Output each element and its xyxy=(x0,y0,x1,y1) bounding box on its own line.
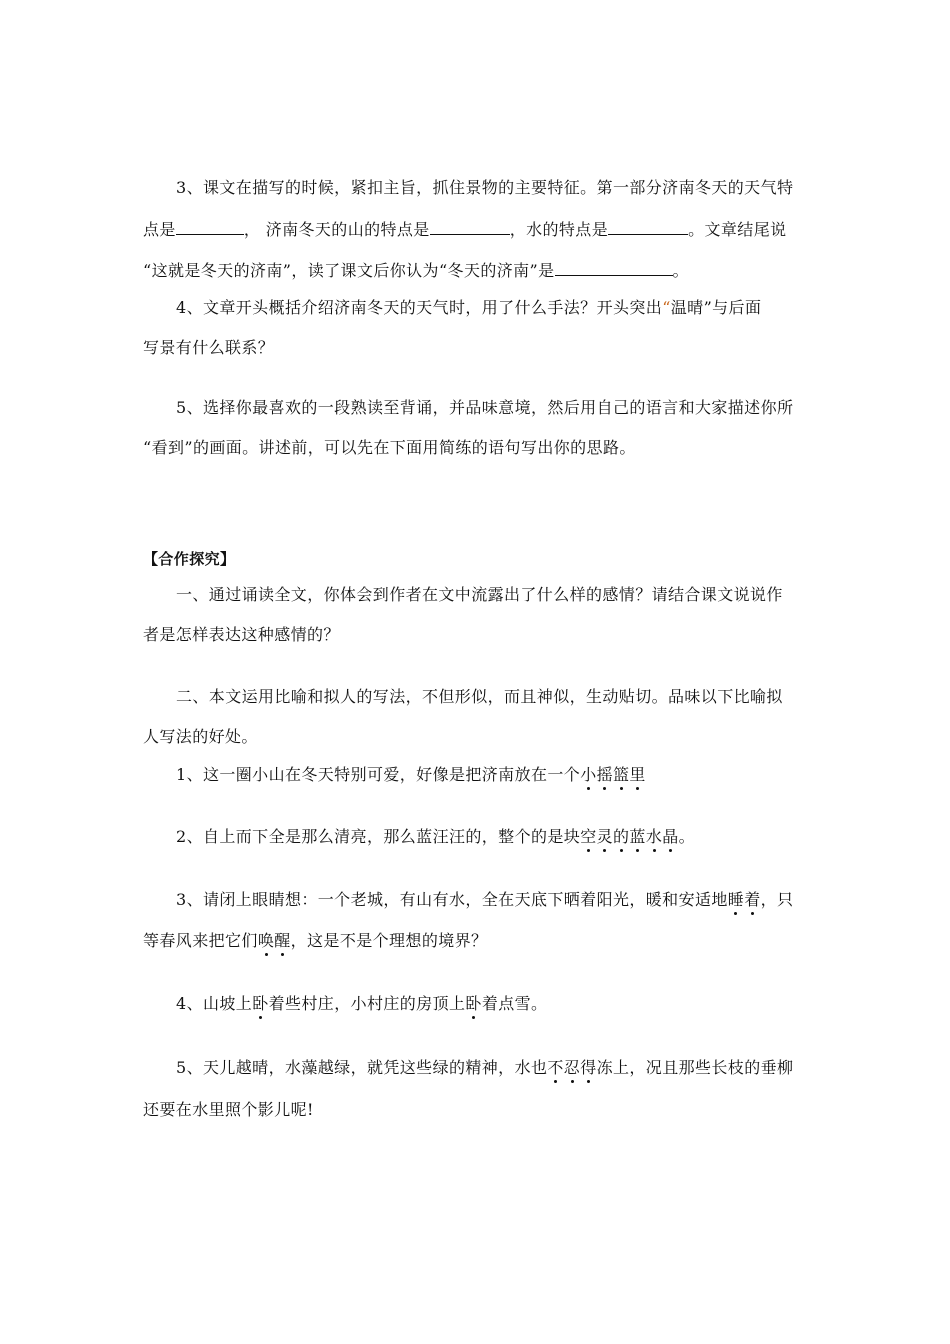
answer-blank-winter-jinan[interactable] xyxy=(555,259,673,276)
q5-line-1: 5、选择你最喜欢的一段熟读至背诵，并品味意境，然后用自己的语言和大家描述你所 xyxy=(176,398,794,417)
emphasis-char: 不 xyxy=(547,1058,564,1077)
emphasis-char: 的 xyxy=(613,827,630,846)
section-title: 【合作探究】 xyxy=(143,550,236,568)
p1-line-2: 者是怎样表达这种感情的？ xyxy=(143,625,340,644)
q3-line-2: 点是 ， 济南冬天的山的特点是 ，水的特点是 。文章结尾说 xyxy=(143,220,787,239)
answer-blank-water[interactable] xyxy=(608,218,688,235)
emphasis-char: 唤 xyxy=(257,931,275,950)
q3-line-3: “这就是冬天的济南”，读了课文后你认为“冬天的济南”是 。 xyxy=(143,261,689,280)
emphasis-char: 蓝 xyxy=(629,827,646,846)
quote-mark: “ xyxy=(662,298,671,317)
emphasis-char: 里 xyxy=(629,765,646,784)
emphasis-char: 睡 xyxy=(727,890,745,909)
emphasis-char: 晶 xyxy=(662,827,679,846)
p2-line-1: 二、本文运用比喻和拟人的写法，不但形似，而且神似，生动贴切。品味以下比喻拟 xyxy=(176,687,783,706)
q4-line-1: 4、文章开头概括介绍济南冬天的天气时，用了什么手法？开头突出“温晴”与后面 xyxy=(176,298,762,317)
emphasis-char: 醒 xyxy=(274,931,291,950)
emphasis-char: 篮 xyxy=(613,765,630,784)
p2-line-2: 人写法的好处。 xyxy=(143,727,258,746)
emphasis-char: 灵 xyxy=(596,827,613,846)
sentence-1: 1、这一圈小山在冬天特别可爱，好像是把济南放在一个小摇篮里 xyxy=(176,765,646,784)
q4-line-2: 写景有什么联系？ xyxy=(143,338,275,357)
emphasis-char: 水 xyxy=(645,827,663,846)
sentence-4: 4、山坡上卧着些村庄，小村庄的房顶上卧着点雪。 xyxy=(176,994,548,1013)
emphasis-char: 空 xyxy=(580,827,597,846)
sentence-3-line-2: 等春风来把它们唤醒，这是不是个理想的境界？ xyxy=(143,931,488,950)
emphasis-char: 着 xyxy=(744,890,761,909)
p1-line-1: 一、通过诵读全文，你体会到作者在文中流露出了什么样的感情？请结合课文说说作 xyxy=(176,585,783,604)
sentence-5-line-1: 5、天儿越晴，水藻越绿，就凭这些绿的精神，水也不忍得冻上，况且那些长枝的垂柳 xyxy=(176,1058,794,1077)
emphasis-char: 小 xyxy=(580,765,597,784)
emphasis-char: 摇 xyxy=(596,765,613,784)
sentence-3-line-1: 3、请闭上眼睛想：一个老城，有山有水，全在天底下晒着阳光，暖和安适地睡着，只 xyxy=(176,890,794,909)
sentence-5-line-2: 还要在水里照个影儿呢! xyxy=(143,1100,314,1119)
emphasis-char: 得 xyxy=(580,1058,597,1077)
answer-blank-weather[interactable] xyxy=(176,218,244,235)
q3-line-1: 3、课文在描写的时候，紧扣主旨，抓住景物的主要特征。第一部分济南冬天的天气特 xyxy=(176,178,794,197)
answer-blank-mountain[interactable] xyxy=(430,218,510,235)
emphasis-char: 卧 xyxy=(465,994,482,1013)
emphasis-char: 卧 xyxy=(252,994,269,1013)
emphasis-char: 忍 xyxy=(563,1058,581,1077)
sentence-2: 2、自上而下全是那么清亮，那么蓝汪汪的，整个的是块空灵的蓝水晶。 xyxy=(176,827,696,846)
q5-line-2: “看到”的画面。讲述前，可以先在下面用简练的语句写出你的思路。 xyxy=(143,438,636,457)
